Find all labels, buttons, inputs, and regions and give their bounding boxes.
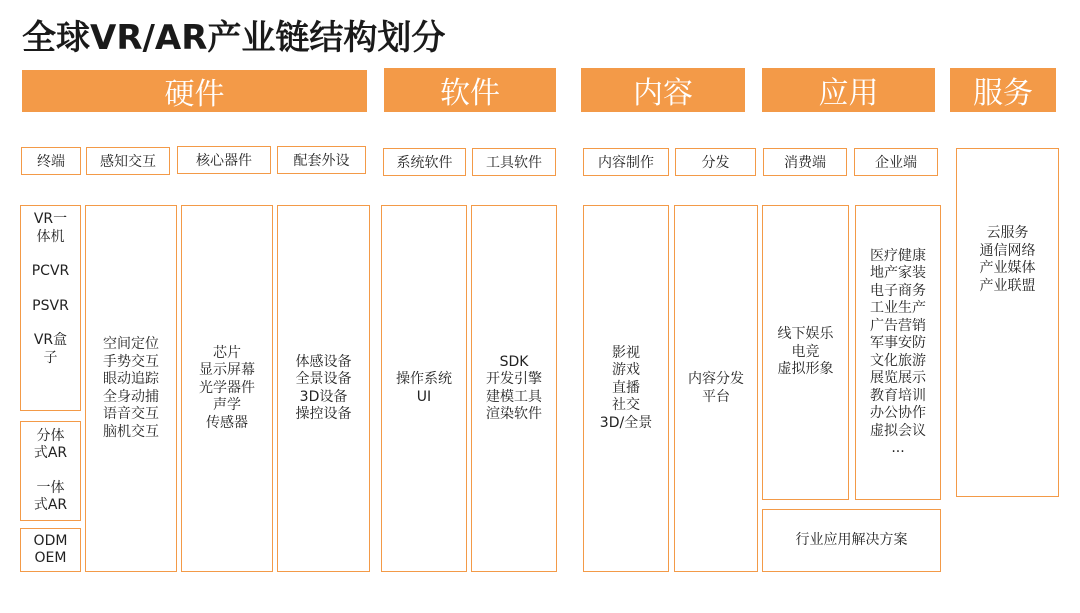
text-line: 产业媒体 xyxy=(979,260,1036,276)
text-line: 3D设备 xyxy=(299,388,348,405)
tool-software-box xyxy=(471,205,557,572)
text-line: 光学器件 xyxy=(199,379,255,396)
text-line: PCVR xyxy=(31,263,70,279)
text-line: 分体 xyxy=(36,427,65,444)
text-line: 教育培训 xyxy=(870,387,926,404)
subheader-consumer: 消费端 xyxy=(763,148,847,176)
ar-terminals-box xyxy=(20,421,81,521)
text-line: VR一 xyxy=(33,211,68,227)
text-line: ... xyxy=(891,440,905,456)
subheader-enterprise: 企业端 xyxy=(854,148,938,176)
page-title: 全球VR/AR产业链结构划分 xyxy=(22,18,446,58)
text-line: 体感设备 xyxy=(295,353,352,370)
text-line: 直播 xyxy=(612,379,640,396)
header-hardware: 硬件 xyxy=(22,70,367,112)
text-line: 工业生产 xyxy=(870,300,926,316)
text-line: 行业应用解决方案 xyxy=(795,531,908,548)
text-line: 地产家装 xyxy=(870,265,926,281)
industry-solutions-box xyxy=(762,509,941,572)
peripherals-box xyxy=(277,205,370,572)
text-line: 芯片 xyxy=(213,344,241,361)
text-line: 展览展示 xyxy=(870,370,926,386)
text-line: 3D/全景 xyxy=(599,414,653,431)
text-line: 广告营销 xyxy=(870,317,926,334)
text-line: 办公协作 xyxy=(870,405,926,421)
text-line: 传感器 xyxy=(206,414,248,431)
text-line: 社交 xyxy=(612,397,640,414)
text-line: 渲染软件 xyxy=(486,406,542,422)
subheader-distribution: 分发 xyxy=(675,148,756,176)
text-line: 电子商务 xyxy=(870,282,926,299)
header-content: 内容 xyxy=(581,68,745,112)
subheader-system-software: 系统软件 xyxy=(383,148,466,176)
text-line: SDK xyxy=(499,353,529,370)
text-line: 文化旅游 xyxy=(870,352,926,369)
text-line: 内容分发 xyxy=(688,371,744,387)
distribution-box xyxy=(674,205,758,572)
text-line: 云服务 xyxy=(986,225,1029,241)
header-software: 软件 xyxy=(384,68,556,112)
text-line: 全景设备 xyxy=(295,371,352,387)
text-line: 操作系统 xyxy=(396,371,452,387)
subheader-terminal: 终端 xyxy=(21,147,81,175)
text-line: 语音交互 xyxy=(103,406,159,422)
text-line: 平台 xyxy=(702,388,730,405)
text-line: VR盒 xyxy=(33,332,68,348)
content-production-box xyxy=(583,205,669,572)
text-line: 式AR xyxy=(33,497,68,513)
text-line: 全身动捕 xyxy=(103,388,159,405)
text-line: 线下娱乐 xyxy=(777,326,834,343)
perception-box xyxy=(85,205,177,572)
text-line: 游戏 xyxy=(612,362,640,379)
text-line: 体机 xyxy=(36,228,65,245)
subheader-core-components: 核心器件 xyxy=(177,146,271,174)
enterprise-box xyxy=(855,205,941,500)
system-software-box xyxy=(381,205,467,572)
header-service: 服务 xyxy=(950,68,1056,112)
text-line: 开发引擎 xyxy=(486,371,542,387)
text-line: 式AR xyxy=(33,445,68,461)
subheader-content-production: 内容制作 xyxy=(583,148,669,176)
text-line: 医疗健康 xyxy=(870,247,926,264)
text-line: 眼动追踪 xyxy=(103,371,159,387)
text-line: 影视 xyxy=(612,344,640,361)
subheader-peripherals: 配套外设 xyxy=(277,146,366,174)
text-line: 手势交互 xyxy=(103,353,159,370)
core-components-box xyxy=(181,205,273,572)
header-application: 应用 xyxy=(762,68,935,112)
text-line: 子 xyxy=(43,349,58,366)
text-line: UI xyxy=(416,388,432,405)
odm-oem-box xyxy=(20,528,81,572)
text-line: OEM xyxy=(34,550,67,566)
service-box xyxy=(956,148,1059,497)
subheader-tool-software: 工具软件 xyxy=(472,148,556,176)
consumer-box xyxy=(762,205,849,500)
text-line: 虚拟形象 xyxy=(777,361,834,378)
text-line: 电竞 xyxy=(791,343,820,360)
text-line: 操控设备 xyxy=(295,406,352,422)
subheader-perception: 感知交互 xyxy=(86,147,170,175)
vr-terminals-box xyxy=(20,205,81,411)
text-line: 产业联盟 xyxy=(979,277,1036,294)
text-line: ODM xyxy=(33,532,68,549)
text-line: 声学 xyxy=(213,397,241,414)
text-line: 军事安防 xyxy=(870,335,926,351)
text-line: 显示屏幕 xyxy=(199,362,255,379)
text-line: PSVR xyxy=(32,297,69,314)
text-line: 通信网络 xyxy=(979,242,1036,259)
text-line: 空间定位 xyxy=(103,336,159,352)
text-line: 脑机交互 xyxy=(103,423,159,440)
text-line: 建模工具 xyxy=(486,388,542,405)
text-line: 虚拟会议 xyxy=(870,422,926,439)
text-line: 一体 xyxy=(36,479,65,496)
